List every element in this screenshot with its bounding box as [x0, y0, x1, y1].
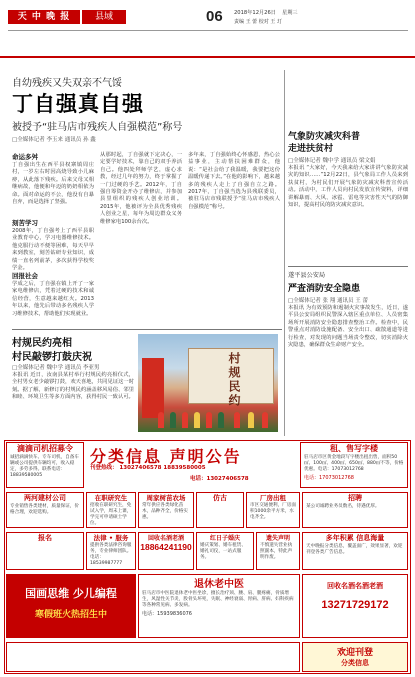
right-story2-text: 本报讯 为有效预防和遏制火灾事故发生，近日，遂平县公安局组织民警深入辖区重点单位、人员密集场所开展消防安全隐患排查整治工作。检查中，民警重点对消防设施配备、安全出口、疏散通道等进行检查，对发现的问题当场责令整改，切实消除火灾隐患，确保群众生命财产安全。 — [288, 305, 408, 349]
ad-title: 法律 • 服务 — [93, 534, 129, 542]
issue-date: 2018年12月26日 — [234, 10, 276, 16]
ad-welcome — [302, 642, 408, 672]
section-title-fate: 命运多舛 — [12, 153, 38, 161]
ad-title: 遗失声明 — [265, 535, 290, 542]
story2-text: 本报讯 近日，汝南县某村举行村规民约亮相仪式，全村男女老少敲锣打鼓，欢天喜地，共同见证这一时刻。据了解，新修订的村规民约涵盖移风易俗、邻里和睦、环境卫生等多方面内容，获得村民一致认可。 — [12, 372, 134, 401]
ad-driver-recruit — [6, 442, 84, 488]
ad-title: 两河建材公司 — [24, 494, 66, 502]
red-banner — [142, 358, 164, 418]
ad-kids-coding — [6, 574, 136, 638]
ad-title: 周家树苗农场 — [146, 494, 186, 502]
page-number: 06 — [206, 8, 223, 25]
ad-info-promo — [302, 532, 408, 570]
ad-title: 报名 — [38, 534, 52, 542]
ad-body: 提供各类法律咨询服务，专业律师团队。电话：18539987777 — [90, 543, 132, 566]
article-col1-para1: 丁自强出生在西平县权寨镇周庄村，一岁左右时因高烧导致小儿麻痹，从此落下残疾。后来父母又相继病故，他便和年迈的奶奶相依为命。面对命运的不公，他没有自暴自弃，而是选择了坚强。 — [12, 162, 94, 206]
right-story1-title-line1: 气象防灾减灾科普 — [288, 132, 361, 142]
ad-antique — [196, 492, 244, 528]
ad-liquor-recycle — [138, 532, 194, 570]
ad-bottom-strip — [6, 642, 300, 672]
classified-banner-tel: 刊登热线： 13027406578 18839580005 — [90, 465, 206, 471]
article-byline: □全媒体记者 李玉来 通讯员 孙 鑫 — [12, 137, 96, 143]
article-kicker: 自幼残疾又失双亲不气馁 — [12, 78, 122, 89]
ad-lost-notice — [256, 532, 300, 570]
ad-body: 诚招滴滴快车、专车司机，自备车辆或公司提供车辆均可，收入稳定，多劳多得。联系电话：18839580005 — [10, 455, 79, 478]
ad-body: 招收在职研究生，免试入学，周末上课，学完可申请硕士学位。 — [90, 503, 132, 526]
classified-banner-tel2: 电话：13027406578 — [190, 476, 249, 482]
editor-credits: 责编 王 蕾 校对 王 玎 — [234, 19, 282, 25]
person-figure — [248, 412, 254, 428]
right-story1-title-line2: 走进扶贫村 — [288, 144, 334, 154]
ad-body: 某公司诚聘业务员数名，待遇优厚。 — [306, 504, 380, 509]
newspaper-logo: 天 中 晚 报 — [8, 10, 80, 24]
ad-title: 回收名酒名酒老酒 — [327, 582, 383, 590]
right-story1-text: 本报讯 “大家好，今天我来给大家讲讲气象防灾减灾的知识……”12月22日，县气象局工作人员来到扶贫村，为村民们开展气象防灾减灾科普宣传活动。活动中，工作人员向村民发放宣传资料，详细讲解暴雨、大风、冰雹、雷电等灾害性天气的防御知识，提高村民的防灾减灾意识。 — [288, 165, 408, 209]
person-figure — [262, 412, 268, 428]
ad-body: 天中晚报分类信息，覆盖面广，效果显著，欢迎刊登各类广告信息。 — [306, 544, 403, 555]
ad-title: 红日子婚庆 — [209, 535, 240, 542]
article-col3: 多年来，丁自强始终心怀感恩，热心公益事业，主动帮扶困难群众，他说：“是社会给了我温暖，我要把这份温暖传递下去。”在他的影响下，越来越多的残疾人走上了自强自立之路。2017年，丁自强当选为县残联委员，被驻马店市残联授予“驻马店市残疾人自强模范”称号。 — [188, 152, 280, 210]
section-title-study: 刻苦学习 — [12, 219, 38, 227]
ad-graduate-study — [86, 492, 136, 528]
photo-board-text: 村规民约 — [227, 352, 241, 408]
ad-title: 欢迎刊登 — [336, 648, 373, 658]
article-col1-para2: 2008年，丁自强考上了西平县职业教育中心，学习电器维修技术。他克服行动不便等困难，每天早早来到教室，刻苦钻研专业知识，成绩一直名列前茅，多次获得学校奖学金。 — [12, 228, 94, 272]
ad-hiring — [302, 492, 408, 528]
person-figure — [170, 412, 176, 428]
ad-body: 常年供应各类绿化苗木，品种齐全，价格实惠。 — [142, 503, 188, 520]
ad-title: 厂房出租 — [260, 494, 286, 502]
article-headline: 丁自强真自强 — [12, 92, 144, 116]
person-figure — [158, 412, 164, 428]
ad-building-materials — [6, 492, 84, 528]
ad-body: 驻马店市区黄金地段写字楼出租出售，面积50㎡、100㎡、400㎡、650㎡、880㎡不等，价格优惠。电话：17073012768 — [304, 455, 404, 472]
right-story2-byline: □全媒体记者 张 翔 通讯员 王 蕾 — [288, 298, 368, 304]
right-story2-title: 严查消防安全隐患 — [288, 284, 361, 294]
person-figure — [218, 412, 224, 428]
ad-nursery — [138, 492, 194, 528]
ad-title: 国画思维 少儿编程 — [25, 587, 117, 600]
story2-title-line1: 村规民约亮相 — [12, 338, 72, 349]
ad-body: 驻马店市中医院退休老中医坐诊，擅长治疗颈、腰、肩、腿疼痛，骨质增生，风湿性关节炎，股骨头坏死，失眠、神经衰弱、胃病、肝病、妇科疾病等各种常见病、多发病。 — [142, 591, 294, 608]
masthead-rule — [8, 30, 408, 31]
person-figure — [194, 412, 200, 428]
ad-title: 仿古 — [213, 494, 227, 502]
ad-body: 市区交通便利，厂房面积1000余平方米，水电齐全。 — [250, 503, 296, 520]
issue-weekday: 星期三 — [282, 10, 298, 16]
ad-title: 回收名酒老酒 — [147, 535, 184, 542]
column-divider — [284, 70, 285, 436]
person-figure — [206, 412, 212, 428]
ad-factory-rent — [246, 492, 300, 528]
ad-title: 租、售写字楼 — [330, 444, 378, 453]
section-label: 县域 — [82, 10, 126, 24]
section-divider — [12, 329, 282, 330]
article-col2: 从那时起，丁自强就下定决心，一定要学好技术，靠自己的双手养活自己。他四处拜师学艺，虚心求教，经过几年的努力，终于掌握了一门过硬的手艺。2012年，丁自强自筹资金开办了维修店，并参加县里组织的残疾人创业培训。2015年，他被评为全县优秀残疾人创业之星，每年为周边群众义务维修家电100余台次。 — [100, 152, 182, 225]
ad-legal-service — [86, 532, 136, 570]
story2-byline: □全媒体记者 魏中学 通讯员 李亚男 — [12, 365, 100, 371]
right-story2-kicker: 遂平县公安局 — [288, 272, 326, 279]
classified-banner-title: 分类信息 声明公告 — [90, 447, 242, 466]
ad-tel: 电话：15939836076 — [142, 611, 192, 617]
right-story1-byline: □全媒体记者 魏中学 通讯员 梁文娟 — [288, 158, 376, 164]
article-col1-para3: 学成之后，丁自强在镇上开了一家家电维修店，凭着过硬的技术和诚信经营，生意越来越红火。2013年以来，他先后带动多名残疾人学习维修技术，帮助他们实现就业。 — [12, 281, 94, 317]
ad-registration — [6, 532, 84, 570]
ad-body: 婚庆策划、婚车租赁、婚礼司仪，一站式服务。 — [200, 543, 246, 560]
ad-title: 滴滴司机招募令 — [17, 444, 73, 453]
ad-tel: 电话：17073012768 — [304, 475, 354, 481]
ad-body: 专业销售各类建材，质量保证，价格合理，欢迎选购。 — [10, 504, 79, 515]
ad-subtitle: 分类信息 — [341, 659, 369, 667]
article-subhead: 被授予“驻马店市残疾人自强模范”称号 — [12, 122, 183, 133]
right-divider — [288, 266, 408, 267]
ad-body: 不慎遗失营业执照副本，特此声明作废。 — [260, 543, 293, 560]
ad-retired-doctor — [138, 574, 300, 638]
ad-subtitle: 寒假班火热招生中 — [34, 610, 107, 620]
ad-phone: 13271729172 — [321, 599, 389, 611]
ad-title: 招聘 — [348, 494, 362, 502]
village-rules-photo — [138, 334, 278, 432]
ad-office-rent — [300, 442, 408, 488]
person-figure — [234, 412, 240, 428]
classified-banner — [86, 442, 296, 471]
ad-wedding — [196, 532, 254, 570]
section-title-giveback: 回报社会 — [12, 272, 38, 280]
ad-title: 在职研究生 — [94, 494, 128, 502]
ad-title: 退休老中医 — [194, 579, 244, 590]
ad-phone: 18864241190 — [140, 542, 192, 552]
person-figure — [182, 412, 188, 428]
story2-title-line2: 村民敲锣打鼓庆祝 — [12, 352, 92, 363]
ad-liquor-recycle-2 — [302, 574, 408, 638]
ad-title: 多年积累 信息海量 — [325, 534, 385, 542]
